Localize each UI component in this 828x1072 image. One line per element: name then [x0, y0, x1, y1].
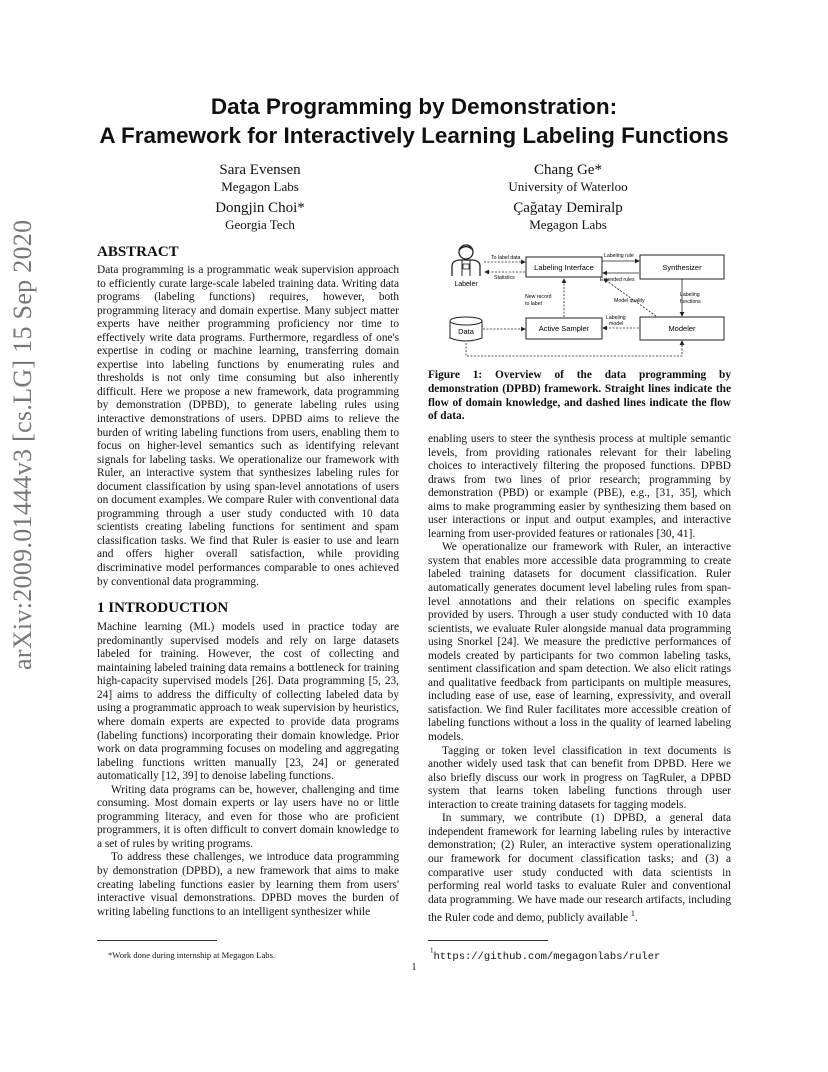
footnote-rule-right [428, 940, 548, 941]
author-block-4 [468, 200, 668, 233]
author-affiliation: Megagon Labs [221, 179, 299, 194]
title-line-2: A Framework for Interactively Learning Labeling Functions [99, 123, 729, 148]
right-paragraph-4 [428, 812, 731, 925]
author-name: Çağatay Demiralp [513, 200, 623, 216]
labeling-interface-label: Labeling Interface [534, 263, 594, 272]
author-name: Sara Evensen [219, 162, 301, 178]
author-block-3 [160, 200, 360, 233]
model-quality-text: Model quality [614, 298, 645, 304]
right-paragraph-3: Tagging or token level classification in text documents is another widely used task that can benefit from DPBD. Here we also briefly discuss our work in progress on TagRuler, a DPBD system that learns token labeling functions through user interaction to create training datasets for tagging models. [428, 744, 731, 811]
labeler-icon [452, 245, 480, 276]
author-affiliation: Georgia Tech [225, 217, 295, 232]
author-block-1 [160, 162, 360, 195]
right-column [428, 433, 731, 925]
data-to-modeler-arrow [466, 341, 682, 356]
to-label-data-text: To label data [491, 255, 521, 261]
figure-1-caption: Figure 1: Overview of the data programming by demonstration (DPBD) framework. Straight lines indicate the flow of domain knowledge, and dashed lines indicate the flow of data. [428, 369, 731, 423]
intro-paragraph-1: Machine learning (ML) models used in practice today are predominantly supervised models and rely on large datasets labeled for training. However, the cost of collecting and maintaining labeled training data remains a bottleneck for training high-capacity supervised models [26]. Data programming [5, 23, 24] aims to address the difficulty of collecting labeled data by using a programmatic approach to weak supervision by heuristics, where domain experts are expected to provide data programs (labeling functions) incorporating their domain knowledge. Prior work on data programming focuses on modeling and aggregating labeling functions written manually [23, 24] or generated automatically [12, 39] to denoise labeling functions. [97, 621, 399, 783]
intro-paragraph-3: To address these challenges, we introduce data programming by demonstration (DPBD), a new framework that aims to make creating labeling functions easier by learning them from users' interactive visual demonstrations. DPBD moves the burden of writing labeling functions to an intelligent synthesizer while [97, 851, 399, 918]
paper-title [0, 92, 828, 150]
arxiv-identifier: arXiv:2009.01444v3 [cs.LG] 15 Sep 2020 [8, 219, 37, 670]
labeling-functions-text-1: Labeling [680, 292, 700, 298]
left-column [97, 243, 399, 919]
author-name: Dongjin Choi* [215, 200, 305, 216]
new-record-text-1: New record [525, 294, 552, 300]
right-paragraph-4-end: . [634, 911, 638, 924]
footnote-url[interactable]: https://github.com/megagonlabs/ruler [433, 951, 661, 963]
intro-heading: 1 INTRODUCTION [97, 600, 229, 617]
active-sampler-label: Active Sampler [538, 324, 590, 333]
labeling-model-text-1: Labeling [606, 315, 626, 321]
title-line-1: Data Programming by Demonstration: [210, 94, 618, 119]
abstract-text: Data programming is a programmatic weak supervision approach to efficiently curate large-scale labeled training data. Writing data programs (labeling functions) requires, however, both programming literacy and domain expertise. Many subject matter experts have neither programming proficiency nor time to effectively write data programs. Furthermore, regardless of one's expertise in coding or machine learning, transferring domain expertise into labeling functions by enumerating rules and thresholds is not only time consuming but also inherently difficult. Here we propose a new framework, data programming by demonstration (DPBD), to generate labeling rules using interactive demonstrations of users. DPBD aims to relieve the burden of writing labeling functions from users, enabling them to focus on higher-level semantics such as identifying relevant signals for labeling tasks. We operationalize our framework with Ruler, an interactive system that synthesizes labeling rules for document classification by using span-level annotations of users on document examples. We compare Ruler with conventional data programming through a user study conducted with 10 data scientists creating labeling functions for sentiment and spam classification tasks. We find that Ruler is easier to use and learn and offers higher overall satisfaction, while providing discriminative model performances comparable to ones achieved by conventional data programming. [97, 264, 399, 588]
synthesizer-label: Synthesizer [662, 263, 702, 272]
right-paragraph-4-text: In summary, we contribute (1) DPBD, a general data independent framework for learning labeling rules by interactive demonstration; (2) Ruler, an interactive system operationalizing our framework for document classification tasks; and (3) a comparative user study conducted with data scientists in performing real world tasks to evaluate Ruler and conventional data programming. We have made our research artifacts, including the Ruler code and demo, publicly available [428, 812, 731, 924]
labeler-label: Labeler [454, 281, 478, 288]
footnote-number: 1 [430, 946, 434, 955]
footnote-marker: 1 [630, 909, 635, 919]
footnote-left: *Work done during internship at Megagon Labs. [108, 950, 276, 960]
statistics-text: Statistics [494, 275, 515, 281]
labeling-model-text-2: model [609, 321, 624, 327]
intro-paragraph-2: Writing data programs can be, however, challenging and time consuming. Most domain experts or lay users have no or little programming literacy, and even for those who are proficient programmers, it is often difficult to convert domain knowledge to a set of rules by writing programs. [97, 783, 399, 850]
figure-1-diagram [428, 242, 734, 364]
new-record-text-2: to label [525, 301, 542, 307]
extended-rules-text: Extended rules [600, 277, 635, 283]
abstract-heading: ABSTRACT [97, 244, 179, 260]
author-name: Chang Ge* [534, 162, 602, 178]
page-number: 1 [411, 962, 417, 973]
author-affiliation: Megagon Labs [529, 217, 607, 232]
labeling-rule-text: Labeling rule [604, 253, 634, 259]
data-label: Data [458, 327, 474, 336]
author-affiliation: University of Waterloo [508, 179, 628, 194]
right-paragraph-1: enabling users to steer the synthesis process at multiple semantic levels, from providing rationales relevant for their labeling choices to interactively filtering the proposed functions. DPBD draws from two lines of prior research; programming by demonstration (PBD) or example (PBE), e.g., [31, 35], which aims to make programming easier by synthesizing them based on user interactions or input and output examples, and interactive learning from user-provided features or rationales [30, 41]. [428, 433, 731, 540]
labeling-functions-text-2: functions [680, 299, 701, 305]
footnote-rule [97, 940, 217, 941]
right-paragraph-2: We operationalize our framework with Ruler, an interactive system that enables more accessible data programming to create labeled training datasets for document classification. Ruler automatically generates document level labeling rules from span-level annotations and their relations on specific examples provided by users. Through a user study conducted with 10 data scientists, we evaluate Ruler alongside manual data programming using Snorkel [24]. We measure the predictive performances of models created by participants for two common labeling tasks, sentiment classification and spam detection. We also elicit ratings and qualitative feedback from participants on multiple measures, including ease of use, ease of learning, expressivity, and overall satisfaction. We find Ruler facilitates more accessible creation of labeling functions without a loss in the quality of learned labeling models. [428, 541, 731, 744]
modeler-label: Modeler [668, 324, 696, 333]
author-block-2 [468, 162, 668, 195]
